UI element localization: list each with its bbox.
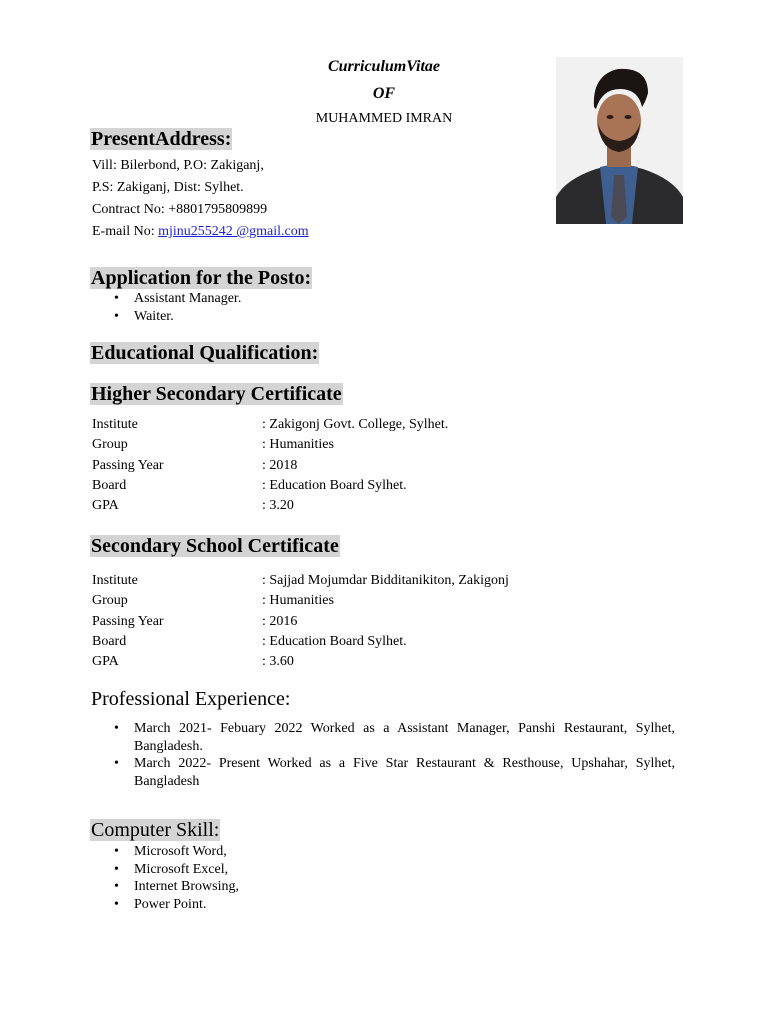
ssc-row-gpa: GPA : 3.60 xyxy=(92,654,294,669)
candidate-name: MUHAMMED IMRAN xyxy=(315,111,453,126)
ssc-row-board: Board : Education Board Sylhet. xyxy=(92,634,407,649)
email-link[interactable]: mjinu255242 @gmail.com xyxy=(158,224,309,239)
list-item: • Waiter. xyxy=(92,308,652,326)
list-item: • Power Point. xyxy=(92,896,652,914)
contact-number: Contract No: +8801795809899 xyxy=(92,202,268,217)
cv-title-of: OF xyxy=(372,85,396,102)
hsc-row-gpa: GPA : 3.20 xyxy=(92,498,294,513)
list-item: • Microsoft Excel, xyxy=(92,861,652,879)
list-item: • Internet Browsing, xyxy=(92,878,652,896)
cv-title: CurriculumVitae xyxy=(327,58,441,75)
ssc-heading: Secondary School Certificate xyxy=(91,535,339,557)
application-list xyxy=(92,290,652,325)
list-item: • March 2021- Febuary 2022 Worked as a Assistant Manager, Panshi Restaurant, Sylhet, Bangladesh. xyxy=(92,720,675,755)
hsc-row-board: Board : Education Board Sylhet. xyxy=(92,478,407,493)
skills-heading: Computer Skill: xyxy=(91,819,220,841)
list-item: • Microsoft Word, xyxy=(92,843,652,861)
hsc-row-passing-year: Passing Year : 2018 xyxy=(92,458,298,473)
skills-list xyxy=(92,843,652,913)
hsc-heading: Higher Secondary Certificate xyxy=(91,383,342,405)
experience-heading: Professional Experience: xyxy=(91,688,291,710)
email-line xyxy=(92,224,309,240)
experience-list xyxy=(92,720,675,790)
address-heading: PresentAddress: xyxy=(91,128,232,150)
email-label: E-mail No: xyxy=(92,224,159,239)
application-heading: Application for the Posto: xyxy=(91,267,312,289)
hsc-row-institute: Institute : Zakigonj Govt. College, Sylhet. xyxy=(92,417,449,432)
education-heading: Educational Qualification: xyxy=(91,342,319,364)
address-line-1: Vill: Bilerbond, P.O: Zakiganj, xyxy=(92,158,264,173)
ssc-row-institute: Institute : Sajjad Mojumdar Bidditanikiton, Zakigonj xyxy=(92,573,509,588)
profile-photo xyxy=(556,57,683,224)
ssc-row-passing-year: Passing Year : 2016 xyxy=(92,614,298,629)
list-item: • Assistant Manager. xyxy=(92,290,652,308)
list-item: • March 2022- Present Worked as a Five Star Restaurant & Resthouse, Upshahar, Sylhet, Bangladesh xyxy=(92,755,675,790)
ssc-row-group: Group : Humanities xyxy=(92,593,334,608)
address-line-2: P.S: Zakiganj, Dist: Sylhet. xyxy=(92,180,244,195)
hsc-row-group: Group : Humanities xyxy=(92,437,334,452)
